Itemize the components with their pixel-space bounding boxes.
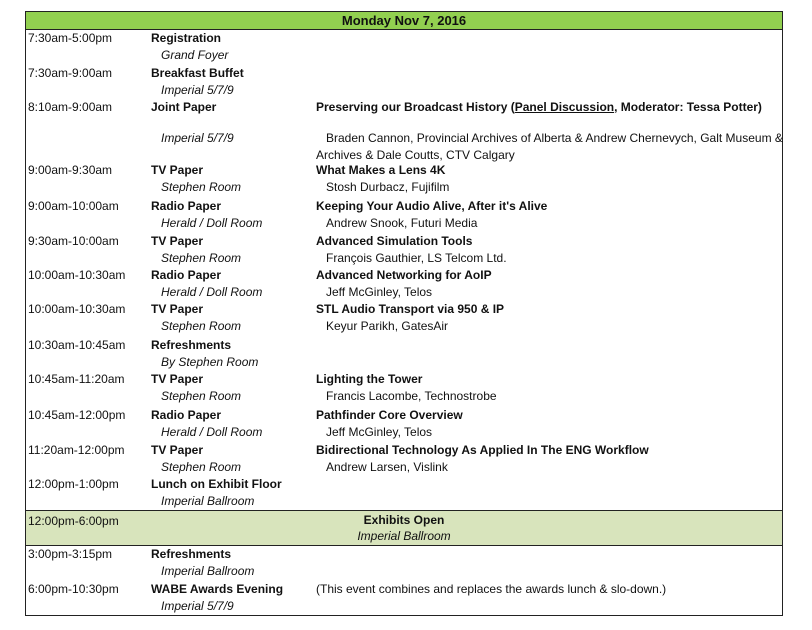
session-title: Advanced Networking for AoIP [316,268,492,282]
session-type: TV Paper [151,443,204,457]
session-presenters: Francis Lacombe, Technostrobe [326,389,497,403]
session-location: Stephen Room [161,251,242,265]
session-location: Imperial Ballroom [357,529,451,543]
session-type: TV Paper [151,163,204,177]
session-type: Breakfast Buffet [151,66,244,80]
session-type: TV Paper [151,234,204,248]
session-presenters: Stosh Durbacz, Fujifilm [326,180,450,194]
session-presenters: Jeff McGinley, Telos [326,425,433,439]
exhibits-band [26,510,782,546]
session-type: Refreshments [151,338,232,352]
session-type: Radio Paper [151,408,222,422]
session-location: Grand Foyer [161,48,229,62]
time-slot: 9:00am-9:30am [28,163,113,177]
session-location: By Stephen Room [161,355,259,369]
time-slot: 9:30am-10:00am [28,234,119,248]
session-type: Radio Paper [151,199,222,213]
session-location: Imperial 5/7/9 [161,131,234,145]
session-title: STL Audio Transport via 950 & IP [316,302,505,316]
time-slot: 12:00pm-1:00pm [28,477,119,491]
session-title: What Makes a Lens 4K [316,163,446,177]
time-slot: 3:00pm-3:15pm [28,547,113,561]
session-title: Exhibits Open [363,513,445,527]
time-slot: 12:00pm-6:00pm [28,514,119,528]
session-type: TV Paper [151,302,204,316]
session-location: Herald / Doll Room [161,216,263,230]
session-type: Refreshments [151,547,232,561]
session-presenters: Andrew Snook, Futuri Media [326,216,478,230]
session-presenters: Jeff McGinley, Telos [326,285,433,299]
session-note: (This event combines and replaces the awards lunch & slo-down.) [316,582,667,596]
time-slot: 9:00am-10:00am [28,199,119,213]
session-location: Imperial 5/7/9 [161,599,234,613]
session-presenters: Braden Cannon, Provincial Archives of Alberta & Andrew Chernevych, Galt Museum & [326,131,783,145]
time-slot: 6:00pm-10:30pm [28,582,119,596]
session-title: Advanced Simulation Tools [316,234,473,248]
session-presenters: Andrew Larsen, Vislink [326,460,448,474]
session-location: Stephen Room [161,389,242,403]
day-header: Monday Nov 7, 2016 [26,12,782,30]
session-type: Lunch on Exhibit Floor [151,477,282,491]
session-type: Registration [151,31,222,45]
session-location: Stephen Room [161,180,242,194]
time-slot: 11:20am-12:00pm [28,443,125,457]
session-location: Herald / Doll Room [161,285,263,299]
session-title: Bidirectional Technology As Applied In The ENG Workflow [316,443,649,457]
panel-discussion-link: Panel Discussion [514,100,615,114]
schedule-table [25,11,783,616]
time-slot: 7:30am-5:00pm [28,31,113,45]
session-title: Pathfinder Core Overview [316,408,463,422]
time-slot: 10:00am-10:30am [28,268,126,282]
session-title: Keeping Your Audio Alive, After it's Alive [316,199,548,213]
session-type: WABE Awards Evening [151,582,284,596]
session-presenters: François Gauthier, LS Telcom Ltd. [326,251,507,265]
session-presenters-cont: Archives & Dale Coutts, CTV Calgary [316,148,515,162]
time-slot: 10:30am-10:45am [28,338,126,352]
session-type: TV Paper [151,372,204,386]
session-title: Preserving our Broadcast History (Panel Discussion, Moderator: Tessa Potter) [316,100,762,114]
session-location: Stephen Room [161,460,242,474]
session-title: Lighting the Tower [316,372,423,386]
session-location: Stephen Room [161,319,242,333]
session-location: Herald / Doll Room [161,425,263,439]
time-slot: 8:10am-9:00am [28,100,113,114]
session-type: Radio Paper [151,268,222,282]
session-location: Imperial 5/7/9 [161,83,234,97]
session-location: Imperial Ballroom [161,564,255,578]
time-slot: 10:00am-10:30am [28,302,126,316]
time-slot: 10:45am-12:00pm [28,408,126,422]
time-slot: 7:30am-9:00am [28,66,113,80]
session-type: Joint Paper [151,100,217,114]
session-location: Imperial Ballroom [161,494,255,508]
time-slot: 10:45am-11:20am [28,372,125,386]
session-presenters: Keyur Parikh, GatesAir [326,319,449,333]
